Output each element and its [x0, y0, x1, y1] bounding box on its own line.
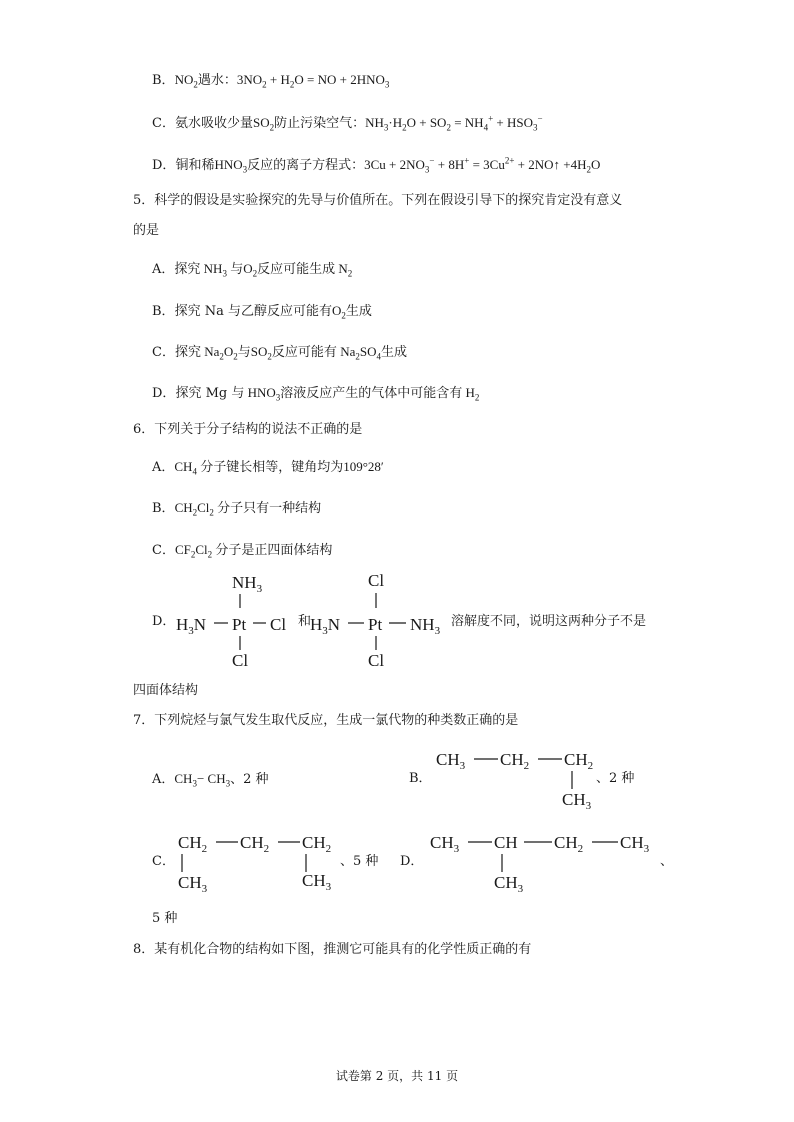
- q7-option-b-label: B．: [409, 771, 432, 786]
- q5-stem-line1: 5．科学的假设是实验探究的先导与价值所在。下列在假设引导下的探究肯定没有意义: [133, 193, 623, 208]
- option-label: D．: [152, 158, 176, 173]
- svg-text:CH3: $CH_3$: [436, 750, 466, 772]
- formula: $CH_3- CH_3$: [174, 771, 231, 789]
- svg-text:CH2: $CH_2$: [302, 833, 332, 855]
- svg-text:H3N: $H_3N$: [310, 615, 341, 637]
- option-text: 反应的离子方程式：: [247, 158, 365, 173]
- svg-text:CH2: $CH_2$: [240, 833, 270, 855]
- svg-text:Cl: Cl: [232, 651, 249, 670]
- q6-option-d-text: 溶解度不同，说明这两种分子不是: [451, 614, 647, 629]
- option-label: C．: [152, 543, 175, 558]
- option-text: 生成: [345, 304, 372, 319]
- svg-text:H3N: $H_3N$: [176, 615, 207, 637]
- svg-text:Cl: Cl: [368, 571, 385, 590]
- option-text: 反应可能有: [271, 345, 337, 360]
- formula: $NH_3$: [200, 261, 227, 279]
- pt-complex-structure-1: [170, 568, 300, 672]
- q7-option-d-label: D．: [400, 854, 424, 869]
- q4-option-c: [152, 114, 543, 133]
- q6-option-d-label: D．: [152, 614, 176, 629]
- formula: $Na_2O_2$: [200, 344, 238, 362]
- svg-text:Cl: Cl: [270, 615, 287, 634]
- q7-option-d-continued: 5 种: [152, 911, 178, 926]
- q7-option-d-suffix: 、: [660, 854, 674, 869]
- equation: $3Cu + 2NO_3^- + 8H^+ = 3Cu^{2+}$ + 2NO↑ $+4H_2O$: [364, 155, 601, 175]
- q4-option-d: [152, 156, 600, 175]
- q6-option-a: [152, 458, 384, 477]
- option-label: C．: [152, 116, 175, 131]
- option-text: 、2 种: [230, 772, 269, 787]
- formula: $SO_2$: [250, 344, 272, 362]
- option-text: 溶液反应产生的气体中可能含有: [280, 386, 463, 401]
- q7-structure-d: [426, 828, 666, 896]
- svg-text:CH3: $CH_3$: [302, 871, 332, 893]
- q6-option-b: [152, 499, 321, 518]
- formula: $CH_2Cl_2$: [174, 500, 214, 518]
- q6-stem: 6．下列关于分子结构的说法不正确的是: [133, 422, 363, 437]
- svg-text:CH3: $CH_3$: [494, 873, 524, 895]
- option-label: C．: [152, 345, 175, 360]
- formula: $SO_2$: [252, 115, 275, 133]
- page-footer: 试卷第 2 页，共 11 页: [335, 1069, 459, 1083]
- option-text: 探究: [174, 262, 201, 277]
- formula: $O_2$: [331, 303, 346, 321]
- formula: $HNO_3$: [214, 157, 248, 175]
- svg-text:CH3: $CH_3$: [178, 873, 208, 895]
- bond-angle: 109°28′: [343, 459, 384, 474]
- option-text: 反应可能生成: [257, 262, 336, 277]
- equation: $3NO_2 + H_2O$ = NO + $2HNO_3$: [236, 72, 390, 90]
- option-text: 防止污染空气：: [274, 116, 366, 131]
- svg-text:CH2: $CH_2$: [178, 833, 208, 855]
- option-text: 探究 Na 与乙醇反应可能有: [174, 304, 332, 319]
- formula: $H_2$: [462, 385, 480, 403]
- svg-text:NH3: $NH_3$: [410, 615, 441, 637]
- option-label: A．: [152, 772, 175, 787]
- q6-option-d-and: 和: [298, 614, 312, 629]
- option-label: D．: [152, 386, 176, 401]
- svg-text:CH3: $CH_3$: [620, 833, 650, 855]
- svg-text:CH2: $CH_2$: [500, 750, 530, 772]
- option-text: 分子只有一种结构: [217, 501, 322, 516]
- q5-option-a: A．探究 $NH_3$ 与$O_2$反应可能生成 $N_2$: [152, 261, 353, 279]
- q7-structure-c: [172, 828, 344, 896]
- q7-option-c-label: C．: [152, 854, 175, 869]
- formula: $NO_2$: [174, 72, 198, 90]
- formula: $HNO_3$: [244, 385, 281, 403]
- option-label: B．: [152, 304, 175, 319]
- equation: $NH_3\cdot H_2O + SO_2 = NH_4^+ + HSO_3^-$: [365, 113, 543, 133]
- formula: $O_2$: [243, 261, 258, 279]
- svg-text:NH3: $NH_3$: [232, 573, 263, 595]
- pt-complex-structure-2: [306, 568, 451, 672]
- q5-option-d: [152, 384, 479, 403]
- q5-option-c: C．探究 $Na_2O_2$与$SO_2$反应可能有 $Na_2SO_4$生成: [152, 344, 407, 362]
- option-label: A．: [152, 460, 175, 475]
- svg-text:CH2: $CH_2$: [554, 833, 584, 855]
- q6-option-c: [152, 541, 332, 560]
- svg-text:Pt: Pt: [232, 615, 247, 634]
- formula: $CF_2Cl_2$: [174, 542, 213, 560]
- option-text: 氨水吸收少量: [174, 116, 253, 131]
- option-label: B．: [152, 501, 175, 516]
- svg-text:CH: CH: [494, 833, 518, 852]
- q7-stem: 7．下列烷烃与氯气发生取代反应，生成一氯代物的种类数正确的是: [133, 713, 519, 728]
- svg-text:Pt: Pt: [368, 615, 383, 634]
- option-text: 遇水：: [197, 73, 237, 88]
- q7-option-b-suffix: 、2 种: [596, 771, 635, 786]
- option-text: 分子是正四面体结构: [215, 543, 333, 558]
- formula: $CH_4$: [174, 459, 197, 477]
- q5-option-b: [152, 302, 372, 321]
- svg-text:CH2: $CH_2$: [564, 750, 594, 772]
- option-label: B．: [152, 73, 175, 88]
- option-label: A．: [152, 262, 175, 277]
- svg-text:CH3: $CH_3$: [562, 790, 592, 812]
- svg-text:CH3: $CH_3$: [430, 833, 460, 855]
- q7-option-a: [152, 770, 269, 789]
- option-text: 生成: [380, 345, 407, 360]
- option-text: 探究 Mg 与: [175, 386, 245, 401]
- q7-option-c-suffix: 、5 种: [340, 854, 379, 869]
- q8-stem: 8．某有机化合物的结构如下图，推测它可能具有的化学性质正确的有: [133, 942, 532, 957]
- q4-option-b: [152, 71, 389, 90]
- formula: $Na_2SO_4$: [336, 344, 381, 362]
- option-text: 分子键长相等，键角均为: [200, 460, 344, 475]
- option-text: 探究: [174, 345, 201, 360]
- svg-text:Cl: Cl: [368, 651, 385, 670]
- q5-stem-line2: 的是: [133, 223, 160, 238]
- q7-structure-b: [432, 745, 612, 813]
- option-text: 铜和稀: [175, 158, 215, 173]
- formula: $N_2$: [335, 261, 353, 279]
- q6-option-d-continued: 四面体结构: [133, 683, 199, 698]
